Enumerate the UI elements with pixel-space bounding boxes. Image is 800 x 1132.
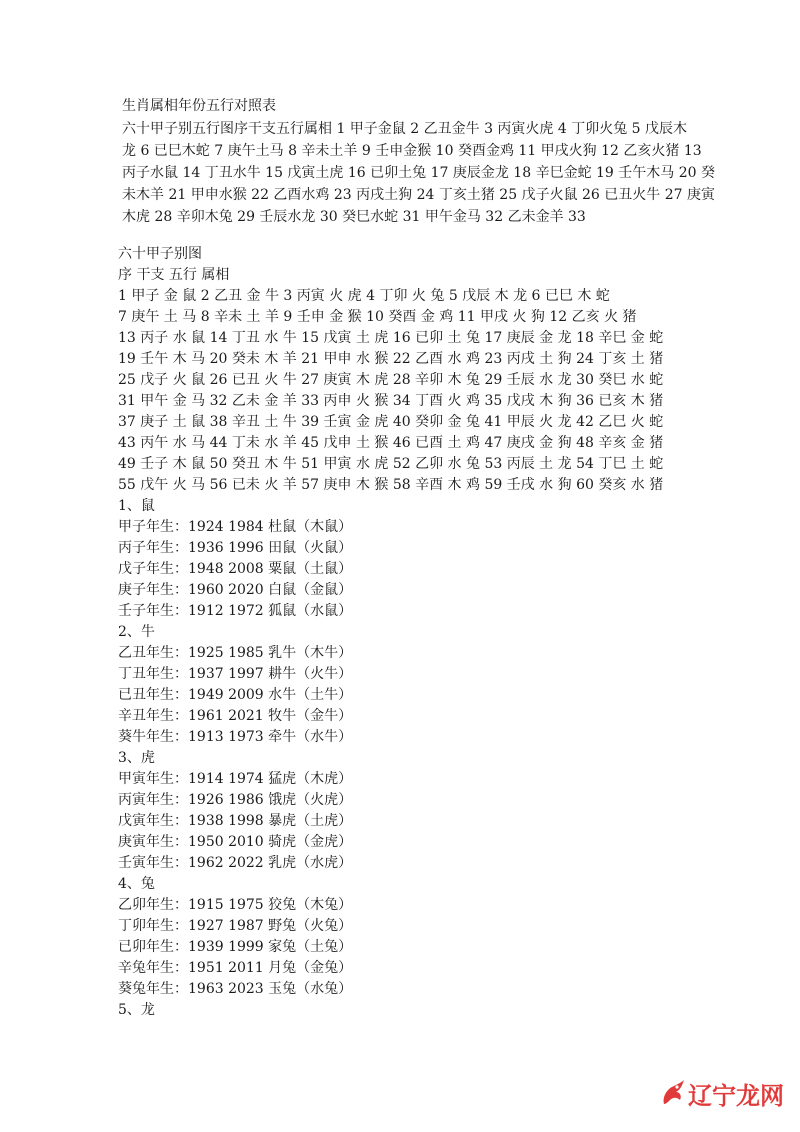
jiazi-row: 37 庚子 土 鼠 38 辛丑 土 牛 39 壬寅 金 虎 40 癸卯 金 兔 41 甲辰 火 龙 42 乙巳 火 蛇 (118, 414, 664, 430)
zodiac-entry: 甲子年生：1924 1984 杜鼠（木鼠） (118, 519, 353, 535)
zodiac-heading: 3、虎 (118, 750, 155, 766)
zodiac-heading: 2、牛 (118, 624, 155, 640)
jiazi-row: 19 壬午 木 马 20 癸未 木 羊 21 甲申 水 猴 22 乙酉 水 鸡 23 丙戌 土 狗 24 丁亥 土 猪 (118, 351, 664, 367)
zodiac-entry: 已卯年生：1939 1999 家兔（土兔） (118, 939, 353, 955)
intro-paragraph (122, 118, 716, 228)
zodiac-entry: 丙子年生：1936 1996 田鼠（火鼠） (118, 540, 353, 556)
zodiac-entry: 壬子年生：1912 1972 狐鼠（水鼠） (118, 603, 353, 619)
jiazi-row: 1 甲子 金 鼠 2 乙丑 金 牛 3 丙寅 火 虎 4 丁卯 火 兔 5 戊辰 木 龙 6 已巳 木 蛇 (118, 288, 610, 304)
zodiac-entry: 已丑年生：1949 2009 水牛（土牛） (118, 687, 353, 703)
logo-text: 辽宁龙网 (688, 1081, 784, 1110)
zodiac-entry: 壬寅年生：1962 2022 乳虎（水虎） (118, 855, 353, 871)
zodiac-entry: 戊子年生：1948 2008 粟鼠（土鼠） (118, 561, 353, 577)
zodiac-entry: 庚子年生：1960 2020 白鼠（金鼠） (118, 582, 353, 598)
zodiac-heading: 4、兔 (118, 876, 155, 892)
zodiac-entry: 甲寅年生：1914 1974 猛虎（木虎） (118, 771, 353, 787)
jiazi-row: 25 戊子 火 鼠 26 已丑 火 牛 27 庚寅 木 虎 28 辛卯 木 兔 29 壬辰 水 龙 30 癸巳 水 蛇 (118, 372, 664, 388)
zodiac-entry: 葵牛年生：1913 1973 牵牛（水牛） (118, 729, 353, 745)
section-header: 序 干支 五行 属相 (118, 267, 230, 283)
section-title: 六十甲子别图 (118, 246, 202, 262)
jiazi-row: 43 丙午 水 马 44 丁未 水 羊 45 戊申 土 猴 46 已酉 土 鸡 47 庚戌 金 狗 48 辛亥 金 猪 (118, 435, 664, 451)
zodiac-entry: 丁丑年生：1937 1997 耕牛（火牛） (118, 666, 353, 682)
jiazi-row: 49 壬子 木 鼠 50 癸丑 木 牛 51 甲寅 水 虎 52 乙卯 水 兔 53 丙辰 土 龙 54 丁巳 土 蛇 (118, 456, 664, 472)
jiazi-row: 55 戊午 火 马 56 已未 火 羊 57 庚申 木 猴 58 辛酉 木 鸡 59 壬戌 水 狗 60 癸亥 水 猪 (118, 477, 664, 493)
jiazi-row: 7 庚午 土 马 8 辛未 土 羊 9 壬申 金 猴 10 癸酉 金 鸡 11 甲戌 火 狗 12 乙亥 火 猪 (118, 309, 637, 325)
paragraph-line: 丙子水鼠 14 丁丑水牛 15 戊寅土虎 16 已卯土兔 17 庚辰金龙 18 辛巳金蛇 19 壬午木马 20 癸 (122, 165, 716, 181)
paragraph-line: 六十甲子别五行图序干支五行属相 1 甲子金鼠 2 乙丑金牛 3 丙寅火虎 4 丁卯火兔 5 戊辰木 (122, 121, 688, 137)
zodiac-entry: 戊寅年生：1938 1998 暴虎（土虎） (118, 813, 353, 829)
zodiac-heading: 1、鼠 (118, 498, 155, 514)
zodiac-entry: 庚寅年生：1950 2010 骑虎（金虎） (118, 834, 353, 850)
zodiac-heading: 5、龙 (118, 1002, 155, 1018)
zodiac-entry: 乙丑年生：1925 1985 乳牛（木牛） (118, 645, 353, 661)
jiazi-row: 31 甲午 金 马 32 乙未 金 羊 33 丙申 火 猴 34 丁酉 火 鸡 35 戊戌 木 狗 36 已亥 木 猪 (118, 393, 664, 409)
doc-title: 生肖属相年份五行对照表 (122, 98, 276, 114)
jiazi-row: 13 丙子 水 鼠 14 丁丑 水 牛 15 戊寅 土 虎 16 已卯 土 兔 17 庚辰 金 龙 18 辛巳 金 蛇 (118, 330, 664, 346)
zodiac-entry: 葵兔年生：1963 2023 玉兔（水兔） (118, 981, 353, 997)
dragon-logo-icon (660, 1078, 686, 1108)
zodiac-year-list (118, 496, 352, 1021)
zodiac-entry: 辛丑年生：1961 2021 牧牛（金牛） (118, 708, 353, 724)
sixty-jiazi-section (118, 244, 663, 496)
paragraph-line: 木虎 28 辛卯木兔 29 壬辰水龙 30 癸巳水蛇 31 甲午金马 32 乙未金羊 33 (122, 209, 586, 225)
zodiac-entry: 辛兔年生：1951 2011 月兔（金兔） (118, 960, 353, 976)
site-logo[interactable] (660, 1076, 784, 1110)
zodiac-entry: 丙寅年生：1926 1986 饿虎（火虎） (118, 792, 353, 808)
paragraph-line: 龙 6 已巳木蛇 7 庚午土马 8 辛未土羊 9 壬申金猴 10 癸酉金鸡 11 甲戌火狗 12 乙亥火猪 13 (122, 143, 702, 159)
zodiac-entry: 乙卯年生：1915 1975 狡兔（木兔） (118, 897, 353, 913)
zodiac-entry: 丁卯年生：1927 1987 野兔（火兔） (118, 918, 353, 934)
paragraph-line: 未木羊 21 甲申水猴 22 乙酉水鸡 23 丙戌土狗 24 丁亥土猪 25 戊子火鼠 26 已丑火牛 27 庚寅 (122, 187, 716, 203)
